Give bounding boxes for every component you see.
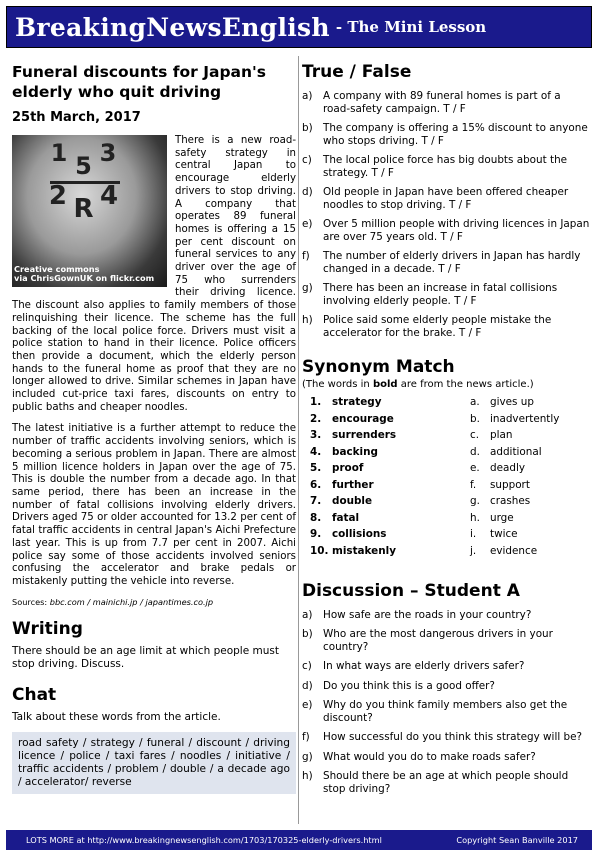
article-date: 25th March, 2017	[12, 110, 141, 125]
list-item: b) The company is offering a 15% discount to anyone who stops driving. T / F	[302, 122, 588, 147]
footer-copyright: Copyright Sean Banville 2017	[456, 835, 578, 845]
list-item: c) The local police force has big doubts about the strategy. T / F	[302, 154, 568, 179]
list-item: a) How safe are the roads in your country?	[302, 608, 532, 621]
article-paragraph-2: The latest initiative is a further attempt to reduce the number of traffic accidents involving seniors, which is becoming a serious problem in Japan. There are almost 5 million licence holders in Japan over the age of 75. This is double the number from a decade ago. In that same period, there has been an increase in the number of fatal collisions involving elderly drivers. Drivers aged 75 or older accounted for 13.2 per cent of fatal traffic accidents in central Japan's Aichi Prefecture last year. This is up from 7.7 per cent in 2007. Aichi police say some of those accidents involved seniors confusing the accelerator and brake pedals or mistakenly putting the vehicle into reverse.	[12, 423, 296, 587]
discussion-list	[302, 609, 590, 796]
gear-row-bottom: 2 4 R	[48, 181, 131, 225]
column-divider	[298, 56, 299, 824]
chat-word-box: road safety / strategy / funeral / discount / driving licence / police / taxi fares / noodles / initiative / traffic accidents / problem / double / a decade ago / accelerator/ reverse	[12, 732, 296, 795]
synonym-right-item: d. additional	[470, 445, 542, 458]
synonym-note: (The words in bold are from the news article.)	[302, 379, 534, 390]
left-column	[12, 62, 296, 794]
list-item: e) Why do you think family members also get the discount?	[302, 699, 568, 724]
synonym-left-item: 3. surrenders	[310, 429, 397, 441]
article-paragraph-1: There is a new road-safety strategy in central Japan to encourage elderly drivers to stop driving. A company that operates 89 funeral homes is offering a 15 per cent discount on funeral services to any driver over the age of 75 who surrenders their driving licence. The discount also applies to family members of those relinquishing their licence. The scheme has the full backing of the local police force. Drivers must visit a police station to hand in their licence. Police officers then provide a document, which the elderly person hands to the funeral home as proof that they are no longer allowed to drive. Similar schemes in Japan have included cut-price taxi fares, discounts on entry to public baths and cheaper noodles.	[12, 135, 296, 413]
brand-title: BreakingNewsEnglish	[15, 12, 330, 42]
synonym-right-item: g. crashes	[470, 495, 531, 507]
right-column	[302, 62, 590, 795]
list-item: c) In what ways are elderly drivers safer?	[302, 660, 525, 672]
list-item: f) The number of elderly drivers in Japan has hardly changed in a decade. T / F	[302, 250, 581, 275]
synonym-right-item: e. deadly	[470, 462, 525, 474]
list-item: d) Do you think this is a good offer?	[302, 679, 495, 692]
photo-credit	[14, 265, 154, 283]
chat-heading: Chat	[12, 684, 57, 705]
synonym-right-item: j. evidence	[470, 544, 538, 557]
synonym-right-item: h. urge	[470, 511, 514, 524]
synonym-right-item: a. gives up	[470, 396, 534, 408]
writing-text: There should be an age limit at which people must stop driving. Discuss.	[12, 644, 279, 670]
synonym-heading: Synonym Match	[302, 357, 455, 377]
list-item: h) Police said some elderly people mistake the accelerator for the brake. T / F	[302, 314, 552, 339]
discussion-heading: Discussion – Student A	[302, 580, 520, 601]
synonym-left-item: 9. collisions	[310, 528, 387, 540]
chat-intro: Talk about these words from the article.	[12, 710, 221, 723]
sources-label: Sources:	[12, 596, 48, 607]
synonym-left-item: 4. backing	[310, 445, 378, 458]
synonym-right-item: i. twice	[470, 528, 518, 540]
synonym-left-item: 1. strategy	[310, 396, 382, 408]
photo-credit-line1: Creative commons	[14, 264, 100, 274]
synonym-left-item: 8. fatal	[310, 511, 360, 524]
synonym-left-item: 2. encourage	[310, 412, 394, 425]
synonym-right-item: b. inadvertently	[470, 412, 560, 425]
sources-line	[12, 597, 296, 607]
true-false-heading: True / False	[302, 62, 412, 82]
gear-gate-line	[50, 181, 120, 207]
footer-link[interactable]: LOTS MORE at http://www.breakingnewsenglish.com/1703/170325-elderly-drivers.html	[26, 835, 382, 845]
list-item: e) Over 5 million people with driving licences in Japan are over 75 years old. T / F	[302, 218, 590, 243]
list-item: d) Old people in Japan have been offered cheaper noodles to stop driving. T / F	[302, 186, 569, 211]
article-body	[12, 135, 296, 589]
article-title: Funeral discounts for Japan's elderly who quit driving	[12, 63, 267, 101]
writing-heading: Writing	[12, 618, 83, 639]
synonym-right-item: f. support	[470, 478, 530, 491]
synonym-table	[310, 396, 590, 557]
synonym-left-item: 7. double	[310, 495, 373, 507]
gear-row-top: 1 3 5	[50, 139, 129, 180]
true-false-list	[302, 90, 590, 339]
gear-knob-photo	[12, 135, 167, 287]
synonym-left-item: 6. further	[310, 478, 374, 491]
list-item: f) How successful do you think this strategy will be?	[302, 731, 583, 743]
page-footer	[6, 830, 592, 850]
synonym-right-item: c. plan	[470, 429, 513, 441]
page-header	[6, 6, 592, 48]
list-item: h) Should there be an age at which people should stop driving?	[302, 770, 569, 795]
list-item: g) What would you do to make roads safer?	[302, 750, 536, 763]
list-item: g) There has been an increase in fatal collisions involving elderly people. T / F	[302, 282, 558, 307]
list-item: a) A company with 89 funeral homes is part of a road-safety campaign. T / F	[302, 90, 561, 115]
list-item: b) Who are the most dangerous drivers in your country?	[302, 628, 553, 653]
sources-list: bbc.com / mainichi.jp / japantimes.co.jp	[49, 596, 214, 607]
synonym-left-item: 10. mistakenly	[310, 544, 396, 557]
synonym-left-item: 5. proof	[310, 462, 364, 474]
photo-credit-line2: via ChrisGownUK on flickr.com	[14, 273, 155, 283]
header-subtitle: - The Mini Lesson	[335, 18, 487, 36]
